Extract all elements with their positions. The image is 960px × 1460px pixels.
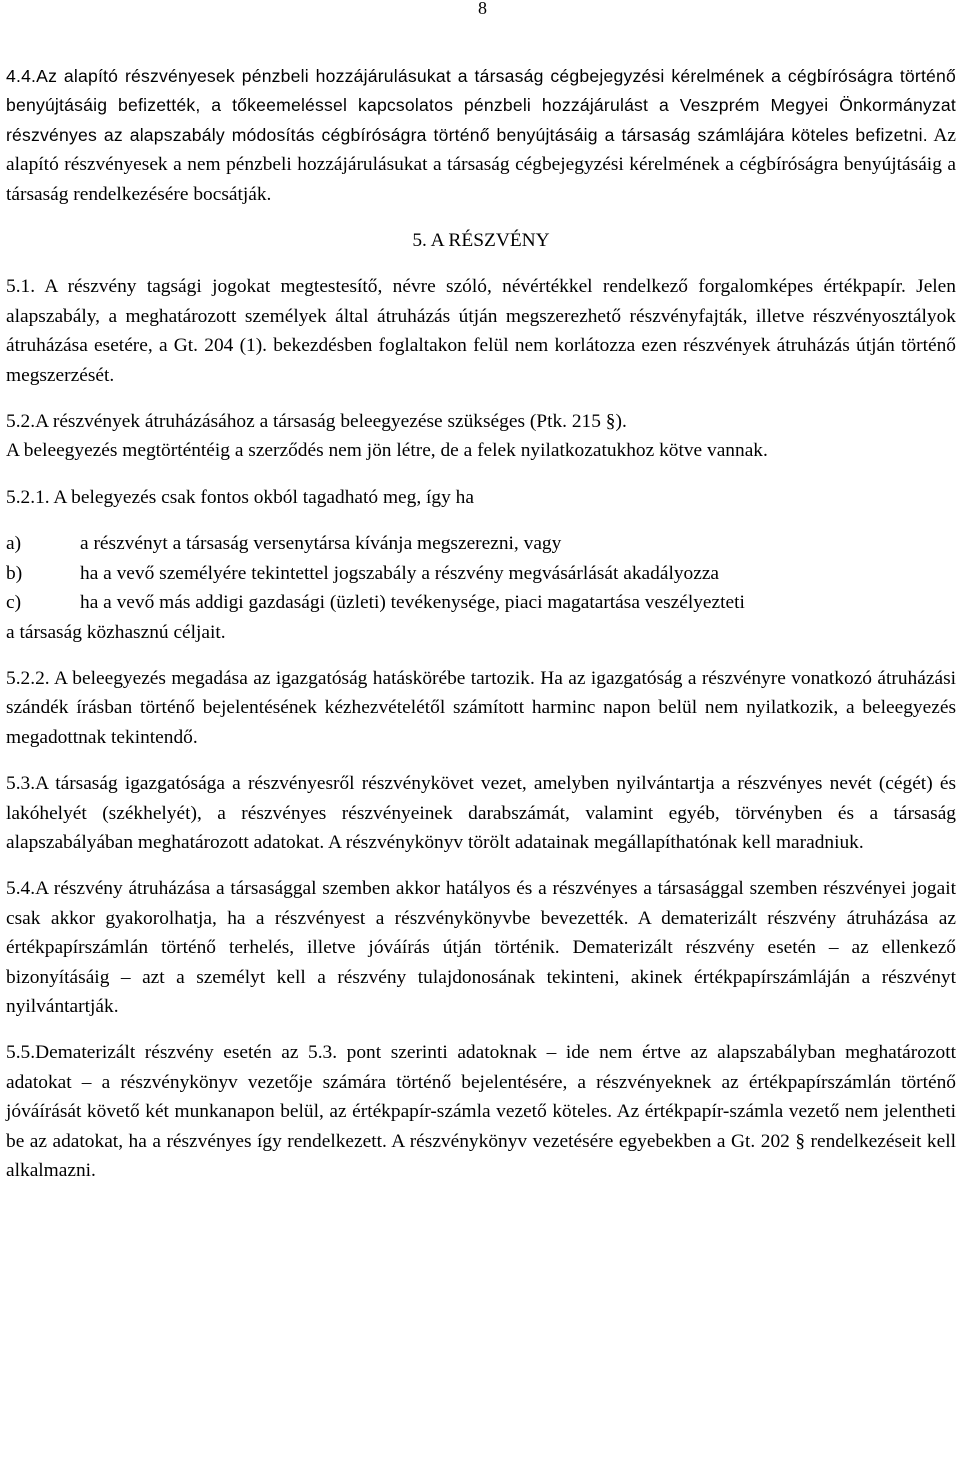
list-label: a) — [6, 533, 22, 555]
document-body — [6, 62, 956, 1185]
paragraph-5-1: 5.1. A részvény tagsági jogokat megtestesítő, névre szóló, névértékkel rendelkező forgalomképes értékpapír. Jelen alapszabály, a meghatározott személyek által átruházás útján megszerezhető részvényfajták, illetve részvényosztályok átruházása esetére, a Gt. 204 (1). bekezdésben foglaltakon felül nem korlátozza ezen részvények átruházás útján történő megszerzését. — [6, 276, 956, 386]
paragraph-5-2-line1: 5.2.A részvények átruházásához a társaság beleegyezése szükséges (Ptk. 215 §). — [6, 411, 627, 433]
page-number: 8 — [478, 0, 487, 18]
paragraph-5-5: 5.5.Dematerizált részvény esetén az 5.3. pont szerinti adatoknak – ide nem értve az alapszabályban meghatározott adatokat – a részvénykönyv vezetője számára történő bejelentésére, a részvényeknek az értékpapírszámlán történő jóváírását követő két munkanapon belül, az értékpapír-számla vezető köteles. Az értékpapír-számla vezető nem jelentheti be az adatokat, ha a részvényes így rendelkezett. A részvénykönyv vezetésére egyebekben a Gt. 202 § rendelkezéseit kell alkalmazni. — [6, 1042, 956, 1181]
paragraph-5-2-1: 5.2.1. A belegyezés csak fontos okból tagadható meg, így ha — [6, 486, 474, 508]
list-label: b) — [6, 562, 23, 584]
list-text: ha a vevő más addigi gazdasági (üzleti) tevékenysége, piaci magatartása veszélyezteti — [80, 592, 745, 614]
paragraph-5-2-2: 5.2.2. A beleegyezés megadása az igazgatóság hatáskörébe tartozik. Ha az igazgatóság a részvényre vonatkozó átruházási szándék írásban történő bejelentésének kézhezvételétől számított harminc napon belül nem nyilatkozik, a beleegyezés megadottnak tekintendő. — [6, 667, 956, 748]
list-text: a részvényt a társaság versenytársa kívánja megszerezni, vagy — [80, 533, 562, 555]
list-item-c-continuation: a társaság közhasznú céljait. — [6, 621, 226, 643]
paragraph-5-4: 5.4.A részvény átruházása a társasággal szemben akkor hatályos és a részvényes a társasággal szemben részvényei jogait csak akkor gyakorolhatja, ha a részvényest a részvénykönyvbe bevezették. A dematerizált részvény átruházása az értékpapírszámlán történő terhelés, illetve jóváírás útján történik. Dematerizált részvény esetén – az ellenkező bizonyításáig – azt a személyt kell a részvény tulajdonosának tekinteni, akinek értékpapírszámláján a részvényt nyilvántartják. — [6, 878, 956, 1017]
paragraph-5-3: 5.3.A társaság igazgatósága a részvényesről részvénykövet vezet, amelyben nyilvántartja a részvényes nevét (cégét) és lakóhelyét (székhelyét), a részvényes részvényeinek darabszámát, valamint egyéb, törvényben és a társaság alapszabályában meghatározott adatokat. A részvénykönyv törölt adatainak megállapíthatónak kell maradniuk. — [6, 773, 956, 853]
paragraph-5-2-line2: A beleegyezés megtörténtéig a szerződés nem jön létre, de a felek nyilatkozatukhoz kötve vannak. — [6, 440, 768, 462]
list-label: c) — [6, 592, 22, 614]
paragraph-4-4 — [6, 62, 956, 209]
list-text: ha a vevő személyére tekintettel jogszabály a részvény megvásárlását akadályozza — [80, 562, 720, 584]
paragraph-4-4-serif-part: Az alapító részvényesek a nem pénzbeli hozzájárulásukat a társaság cégbejegyzési kérelmének a cégbíróságra benyújtásáig a társaság rendelkezésére bocsátják. — [6, 124, 957, 205]
conditions-list — [6, 529, 956, 647]
list-item-c — [6, 588, 956, 617]
paragraph-4-4-sans-part: 4.4.Az alapító részvényesek pénzbeli hozzájárulásukat a társaság cégbejegyzési kérelmének a cégbíróságra történő benyújtásáig befizették, a tőkeemeléssel kapcsolatos pénzbeli hozzájárulást a Veszprém Megyei Önkormányzat részvényes az alapszabály módosítás cégbíróságra történő benyújtásáig a társaság számlájára köteles befizetni. — [6, 66, 956, 145]
list-item-b — [6, 559, 956, 588]
section-heading-5: 5. A RÉSZVÉNY — [412, 230, 550, 252]
list-item-a — [6, 529, 956, 558]
